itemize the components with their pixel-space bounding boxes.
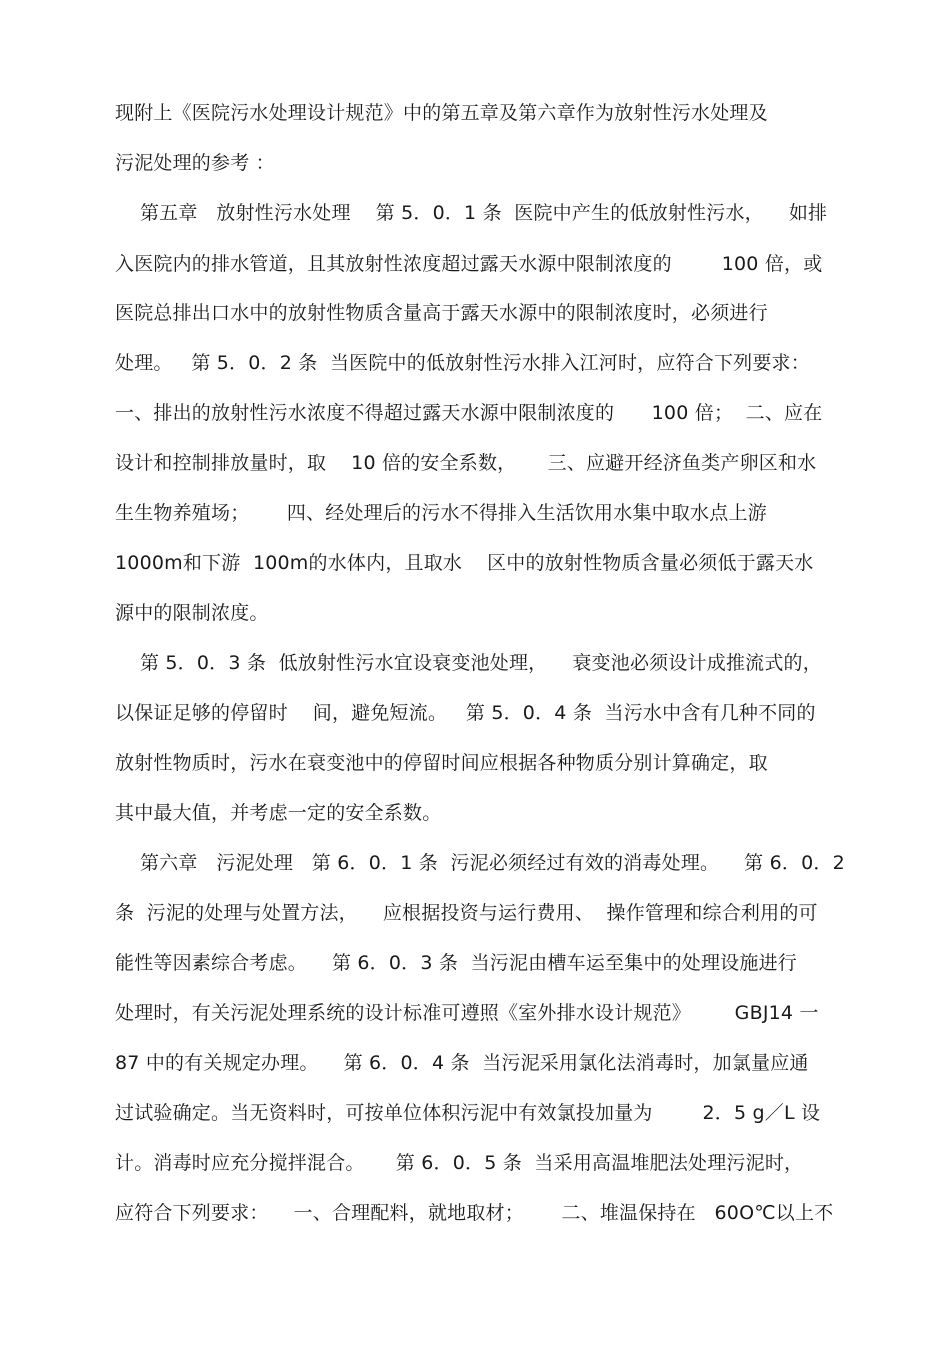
text-line-19: 处理时，有关污泥处理系统的设计标准可遵照《室外排水设计规范》 GBJ14 一 [115, 1002, 819, 1024]
text-line-17: 条 污泥的处理与处置方法， 应根据投资与运行费用、 操作管理和综合利用的可 [115, 902, 818, 924]
text-line-10: 1000m和下游 100m的水体内，且取水 区中的放射性物质含量必须低于露天水 [115, 552, 814, 574]
text-line-11: 源中的限制浓度。 [115, 602, 269, 624]
text-line-7: 一、排出的放射性污水浓度不得超过露天水源中限制浓度的 100 倍； 二、应在 [115, 402, 823, 424]
text-line-9: 生生物养殖场； 四、经处理后的污水不得排入生活饮用水集中取水点上游 [115, 502, 767, 524]
text-line-15: 其中最大值，并考虑一定的安全系数。 [115, 802, 442, 824]
text-line-20: 87 中的有关规定办理。 第 6．0．4 条 当污泥采用氯化法消毒时，加氯量应通 [115, 1052, 809, 1074]
text-line-21: 过试验确定。当无资料时，可按单位体积污泥中有效氯投加量为 2．5 g／L 设 [115, 1102, 821, 1124]
text-line-12: 第 5．0．3 条 低放射性污水宜设衰变池处理， 衰变池必须设计成推流式的， [115, 652, 822, 674]
text-line-3: 第五章 放射性污水处理 第 5．0．1 条 医院中产生的低放射性污水， 如排 [115, 202, 828, 224]
text-line-16: 第六章 污泥处理 第 6．0．1 条 污泥必须经过有效的消毒处理。 第 6．0．2 [115, 852, 845, 874]
text-line-14: 放射性物质时，污水在衰变池中的停留时间应根据各种物质分别计算确定，取 [115, 752, 768, 774]
text-line-22: 计。消毒时应充分搅拌混合。 第 6．0．5 条 当采用高温堆肥法处理污泥时， [115, 1152, 804, 1174]
text-line-8: 设计和控制排放量时，取 10 倍的安全系数， 三、应避开经济鱼类产卵区和水 [115, 452, 817, 474]
text-line-4: 入医院内的排水管道，且其放射性浓度超过露天水源中限制浓度的 100 倍，或 [115, 253, 823, 275]
text-line-6: 处理。 第 5．0．2 条 当医院中的低放射性污水排入江河时，应符合下列要求： [115, 352, 810, 374]
text-line-23: 应符合下列要求： 一、合理配料，就地取材； 二、堆温保持在 60O℃以上不 [115, 1202, 834, 1224]
text-line-5: 医院总排出口水中的放射性物质含量高于露天水源中的限制浓度时，必须进行 [115, 302, 768, 324]
text-line-1: 现附上《医院污水处理设计规范》中的第五章及第六章作为放射性污水处理及 [115, 102, 768, 124]
text-line-2: 污泥处理的参考 ： [115, 152, 275, 174]
text-line-18: 能性等因素综合考虑。 第 6．0．3 条 当污泥由槽车运至集中的处理设施进行 [115, 952, 797, 974]
text-line-13: 以保证足够的停留时 间，避免短流。 第 5．0．4 条 当污水中含有几种不同的 [115, 702, 816, 724]
